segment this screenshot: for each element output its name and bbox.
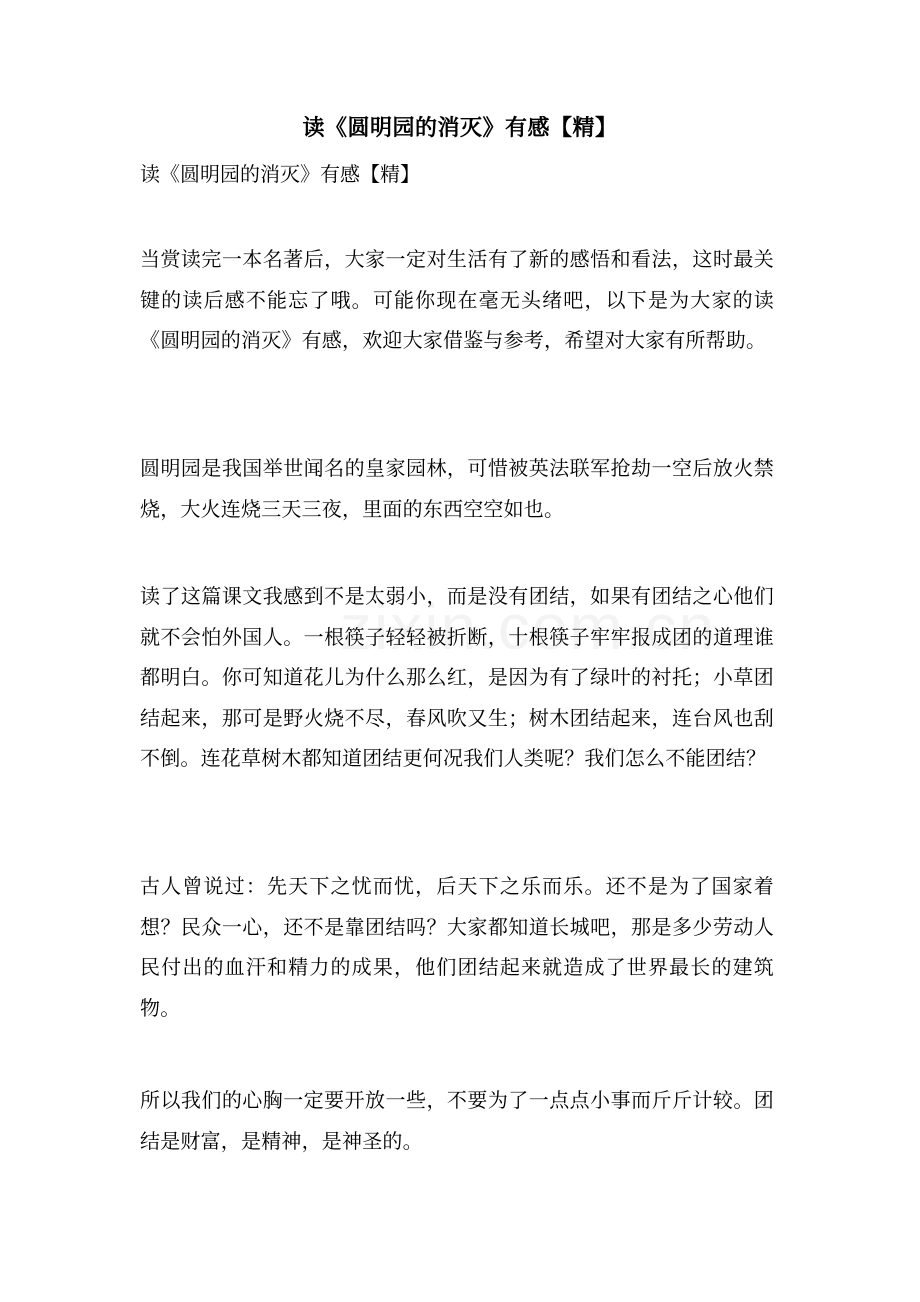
paragraph-history: 圆明园是我国举世闻名的皇家园林，可惜被英法联军抢劫一空后放火禁烧，大火连烧三天三夜，里面的东西空空如也。 bbox=[140, 456, 774, 521]
document-title: 读《圆明园的消灭》有感【精】 bbox=[302, 115, 618, 141]
paragraph-unity: 读了这篇课文我感到不是太弱小，而是没有团结，如果有团结之心他们就不会怕外国人。一根筷子轻轻被折断，十根筷子牢牢报成团的道理谁都明白。你可知道花儿为什么那么红，是因为有了绿叶的衬托；小草团结起来，那可是野火烧不尽，春风吹又生；树木团结起来，连台风也刮不倒。连花草树木都知道团结更何况我们人类呢？我们怎么不能团结？ bbox=[140, 584, 774, 770]
paragraph-conclusion: 所以我们的心胸一定要开放一些，不要为了一点点小事而斤斤计较。团结是财富，是精神，是神圣的。 bbox=[140, 1088, 774, 1153]
document-subtitle: 读《圆明园的消灭》有感【精】 bbox=[140, 162, 420, 186]
paragraph-intro: 当赏读完一本名著后，大家一定对生活有了新的感悟和看法，这时最关键的读后感不能忘了哦。可能你现在毫无头绪吧，以下是为大家的读《圆明园的消灭》有感，欢迎大家借鉴与参考，希望对大家有所帮助。 bbox=[140, 247, 774, 352]
paragraph-ancients: 古人曾说过：先天下之忧而忧，后天下之乐而乐。还不是为了国家着想？民众一心，还不是靠团结吗？大家都知道长城吧，那是多少劳动人民付出的血汗和精力的成果，他们团结起来就造成了世界最长的建筑物。 bbox=[140, 874, 774, 1020]
